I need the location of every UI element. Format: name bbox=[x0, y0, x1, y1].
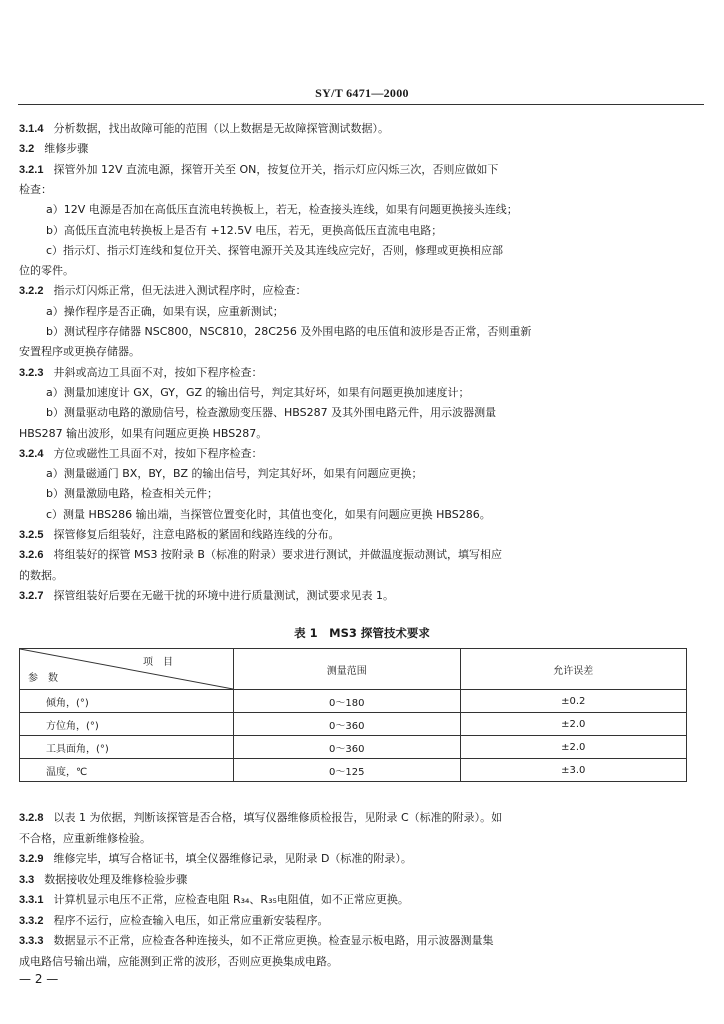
table-header-row bbox=[20, 649, 687, 690]
paragraph-text: 程序不运行，应检查输入电压，如正常应重新安装程序。 bbox=[53, 913, 329, 927]
paragraph-line bbox=[19, 263, 687, 278]
range-cell: 0～360 bbox=[234, 713, 461, 736]
paragraph-line bbox=[19, 588, 687, 604]
paragraph-text: 数据显示不正常，应检查各种连接头，如不正常应更换。检查显示板电路，用示波器测量集 bbox=[53, 934, 494, 947]
col-range-header: 测量范围 bbox=[234, 649, 461, 690]
paragraph-text: 方位或磁性工具面不对，按如下程序检查： bbox=[53, 446, 263, 460]
paragraph-line bbox=[46, 385, 687, 400]
page-number: — 2 — bbox=[19, 972, 59, 986]
error-cell: ±0.2 bbox=[460, 690, 687, 713]
standard-code-header: SY/T 6471—2000 bbox=[315, 86, 409, 100]
clause-number: 3.1.4 bbox=[19, 123, 44, 135]
clause-number: 3.2.5 bbox=[19, 529, 44, 541]
paragraph-text: 井斜或高边工具面不对，按如下程序检查： bbox=[53, 365, 263, 379]
header-rule bbox=[18, 104, 704, 105]
paragraph-text: b）测量驱动电路的激励信号，检查激励变压器、HBS287 及其外围电路元件，用示波器测量 bbox=[46, 406, 497, 420]
paragraph-text: 位的零件。 bbox=[19, 264, 74, 278]
paragraph-line bbox=[19, 121, 687, 137]
param-cell: 方位角，(°) bbox=[20, 713, 234, 736]
paragraph-line bbox=[19, 810, 687, 826]
paragraph-line bbox=[19, 182, 687, 197]
clause-number: 3.2.8 bbox=[19, 812, 44, 824]
range-cell: 0～360 bbox=[234, 736, 461, 759]
clause-number: 3.2.2 bbox=[19, 285, 44, 298]
paragraph-line bbox=[19, 446, 687, 462]
paragraph-line bbox=[19, 872, 687, 888]
paragraph-text: 计算机显示电压不正常，应检查电阻 R₃₄、R₃₅电阻值，如不正常应更换。 bbox=[53, 893, 409, 906]
paragraph-text: 将组装好的探管 MS3 按附录 B（标准的附录）要求进行测试，并做温度振动测试，填写相应 bbox=[53, 548, 502, 562]
clause-number: 3.2.1 bbox=[19, 163, 44, 176]
paragraph-line bbox=[19, 344, 687, 359]
paragraph-line bbox=[19, 365, 687, 381]
paragraph-text: 指示灯闪烁正常，但无法进入测试程序时，应检查： bbox=[53, 284, 307, 298]
range-cell: 0～180 bbox=[234, 690, 461, 713]
error-cell: ±2.0 bbox=[460, 736, 687, 759]
paragraph-line bbox=[19, 933, 687, 949]
paragraph-text: a）操作程序是否正确，如果有误，应重新测试； bbox=[46, 304, 284, 318]
table-row bbox=[20, 713, 687, 736]
clause-number: 3.3.2 bbox=[19, 914, 44, 927]
error-cell: ±3.0 bbox=[460, 759, 687, 782]
paragraph-text: b）高低压直流电转换板上是否有 +12.5V 电压，若无，更换高低压直流电电路； bbox=[46, 223, 443, 237]
clause-number: 3.2.7 bbox=[19, 589, 44, 602]
paragraph-line bbox=[46, 507, 687, 522]
corner-bottom-label: 参 数 bbox=[28, 673, 58, 684]
table-row bbox=[20, 690, 687, 713]
paragraph-text: 维修步骤 bbox=[44, 142, 89, 156]
paragraph-text: 探管组装好后要在无磁干扰的环境中进行质量测试，测试要求见表 1。 bbox=[53, 588, 394, 602]
paragraph-line bbox=[19, 527, 687, 543]
paragraph-line bbox=[19, 141, 687, 157]
paragraph-text: a）测量加速度计 GX，GY，GZ 的输出信号，判定其好坏，如果有问题更换加速度计； bbox=[46, 385, 470, 399]
clause-number: 3.2.9 bbox=[19, 853, 44, 865]
paragraph-text: 探管外加 12V 直流电源，探管开关至 ON，按复位开关，指示灯应闪烁三次，否则应做如下 bbox=[53, 162, 499, 176]
paragraph-line bbox=[19, 426, 687, 441]
paragraph-line bbox=[19, 547, 687, 563]
paragraph-text: 的数据。 bbox=[19, 568, 63, 582]
paragraph-text: 探管修复后组装好，注意电路板的紧固和线路连线的分布。 bbox=[53, 528, 340, 541]
clause-number: 3.2.4 bbox=[19, 447, 44, 460]
table-caption: 表 1 MS3 探管技术要求 bbox=[294, 626, 430, 640]
paragraph-line bbox=[46, 324, 687, 339]
clause-number: 3.3.1 bbox=[19, 894, 44, 906]
param-cell: 温度，℃ bbox=[20, 759, 234, 782]
clause-number: 3.2.6 bbox=[19, 549, 44, 562]
paragraph-line bbox=[19, 162, 687, 178]
paragraph-text: 安置程序或更换存储器。 bbox=[19, 345, 140, 359]
paragraph-text: 不合格，应重新维修检验。 bbox=[19, 831, 151, 845]
range-cell: 0～125 bbox=[234, 759, 461, 782]
table-row bbox=[20, 736, 687, 759]
paragraph-line bbox=[46, 486, 687, 501]
paragraph-text: b）测试程序存储器 NSC800，NSC810，28C256 及外围电路的电压值和波形是否正常，否则重新 bbox=[46, 325, 532, 338]
paragraph-line bbox=[19, 851, 687, 867]
paragraph-line bbox=[46, 243, 687, 258]
paragraph-text: a）测量磁通门 BX，BY，BZ 的输出信号，判定其好坏，如果有问题应更换； bbox=[46, 467, 423, 481]
paragraph-text: HBS287 输出波形，如果有问题应更换 HBS287。 bbox=[19, 426, 268, 440]
paragraph-line bbox=[46, 202, 687, 217]
paragraph-line bbox=[19, 892, 687, 908]
paragraph-line bbox=[19, 283, 687, 299]
param-cell: 倾角，(°) bbox=[20, 690, 234, 713]
table-row bbox=[20, 759, 687, 782]
paragraph-text: b）测量激励电路，检查相关元件； bbox=[46, 487, 218, 501]
param-cell: 工具面角，(°) bbox=[20, 736, 234, 759]
col-error-header: 允许误差 bbox=[460, 649, 687, 690]
paragraph-text: 检查： bbox=[19, 182, 52, 196]
paragraph-line bbox=[46, 466, 687, 481]
paragraph-line bbox=[19, 831, 687, 846]
paragraph-line bbox=[46, 304, 687, 319]
paragraph-line bbox=[46, 405, 687, 420]
clause-number: 3.3 bbox=[19, 873, 35, 886]
error-cell: ±2.0 bbox=[460, 713, 687, 736]
paragraph-line bbox=[46, 223, 687, 238]
paragraph-text: 维修完毕，填写合格证书，填全仪器维修记录，见附录 D（标准的附录）。 bbox=[53, 852, 412, 865]
clause-number: 3.2 bbox=[19, 143, 35, 156]
paragraph-line bbox=[19, 954, 687, 969]
paragraph-text: a）12V 电源是否加在高低压直流电转换板上，若无，检查接头连线，如果有问题更换接头连线； bbox=[46, 203, 518, 217]
paragraph-text: 数据接收处理及维修检验步骤 bbox=[44, 872, 188, 886]
clause-number: 3.2.3 bbox=[19, 366, 44, 379]
paragraph-text: 以表 1 为依据，判断该探管是否合格，填写仪器维修质检报告，见附录 C（标准的附录）。如 bbox=[53, 811, 503, 824]
table-corner-cell bbox=[20, 649, 234, 690]
paragraph-line bbox=[19, 568, 687, 583]
paragraph-text: c）测量 HBS286 输出端，当探管位置变化时，其值也变化，如果有问题应更换 HBS286。 bbox=[46, 507, 491, 521]
paragraph-line bbox=[19, 913, 687, 929]
clause-number: 3.3.3 bbox=[19, 935, 44, 947]
paragraph-text: 成电路信号输出端，应能测到正常的波形，否则应更换集成电路。 bbox=[19, 954, 338, 968]
ms3-spec-table bbox=[19, 648, 687, 782]
corner-top-label: 项 目 bbox=[143, 657, 173, 668]
paragraph-text: c）指示灯、指示灯连线和复位开关、探管电源开关及其连线应完好，否则，修理或更换相应部 bbox=[46, 243, 504, 257]
paragraph-text: 分析数据，找出故障可能的范围（以上数据是无故障探管测试数据）。 bbox=[53, 122, 389, 135]
